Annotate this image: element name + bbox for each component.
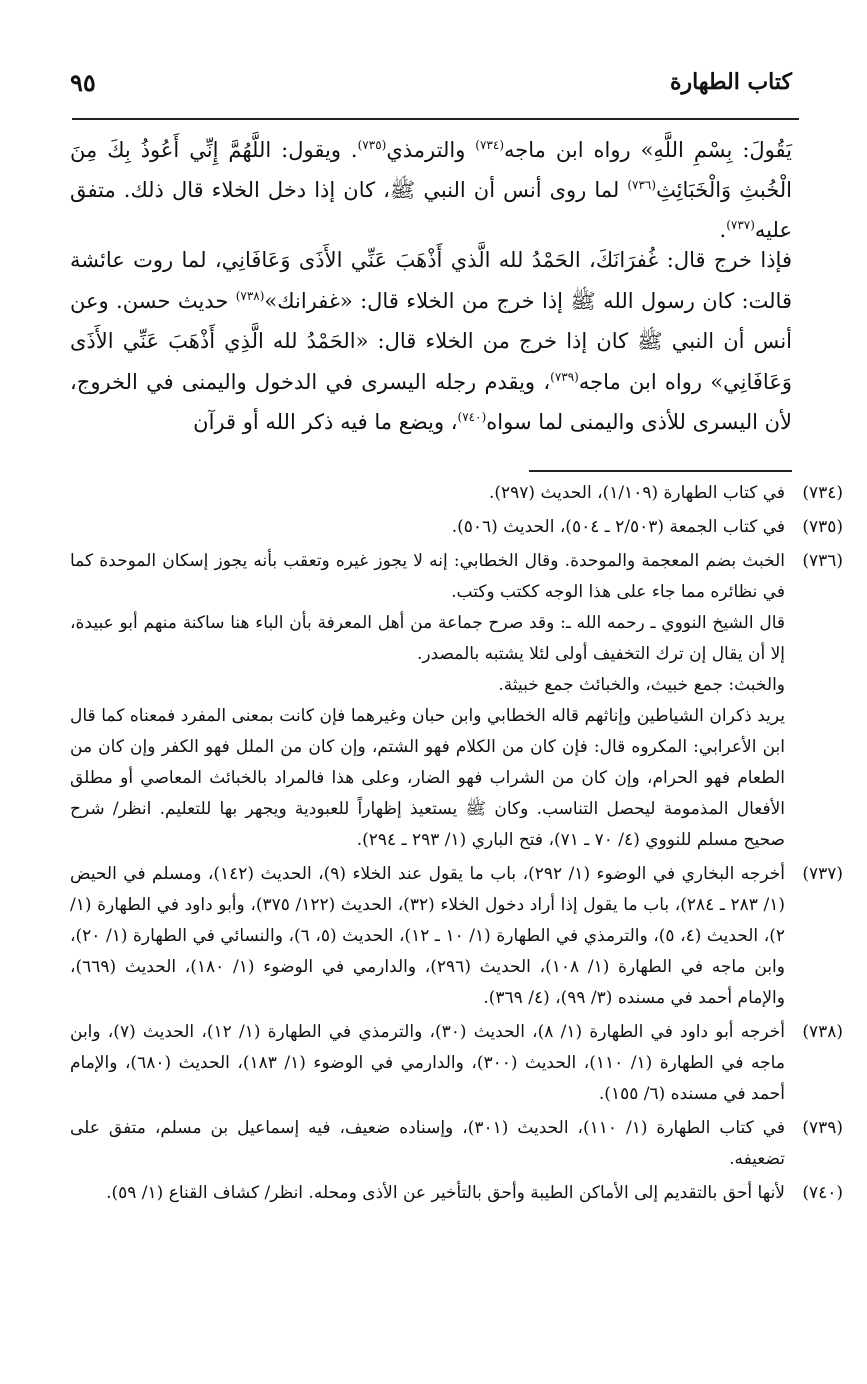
footnote-text: يريد ذكران الشياطين وإناثهم قاله الخطابي وابن حبان وغيرهما فإن كانت بمعنى المفرد فمعناه كما قال ابن الأعرابي: المكروه قال: فإن كان من الكلام فهو الشتم، وإن كان من الملل فهو الكفر وإن كان من الطعام فهو الحرام، وإن كان من الشراب فهو الضار، وعلى هذا فالمراد بالخبائث المعاصي أو مطلق الأفعال المذمومة ليحصل التناسب. وكان ﷺ يستعيذ إظهاراً للعبودية ويجهر بها للتعليم. انظر/ شرح صحيح مسلم للنووي (٤/ ٧٠ ـ ٧١)، فتح الباري (١/ ٢٩٣ ـ ٢٩٤). [70, 706, 785, 850]
text-run: فإذا خرج قال: غُفرَانَكَ، الحَمْدُ لله الَّذي أَذْهَبَ عَنِّي الأَذَى وَعَافَانِي، لما روت عائشة قالت: كان رسول الله ﷺ إذا خرج من الخلاء قال: «غفرانك» [70, 248, 792, 313]
main-paragraph-2 [70, 240, 792, 443]
footnote-ref: (٧٣٥) [357, 138, 387, 152]
footnote-number: (٧٣٩) [802, 1118, 843, 1138]
footnote-body [70, 1178, 785, 1209]
footnotes [70, 478, 843, 1212]
footnote-number: (٧٣٦) [802, 551, 843, 571]
text-run: والترمذي [386, 138, 476, 162]
footnote-body [70, 478, 785, 509]
running-title: كتاب الطهارة [669, 69, 792, 95]
main-paragraph-1 [70, 130, 792, 250]
footnote-body [70, 1017, 785, 1110]
footnote [70, 546, 843, 856]
footnote-number: (٧٣٨) [802, 1022, 843, 1042]
footnote-number: (٧٣٧) [802, 864, 843, 884]
footnote [70, 859, 843, 1014]
text-run: ، ويقدم رجله اليسرى في الدخول واليمنى في الخروج، لأن اليسرى للأذى واليمنى لما سواه [70, 369, 792, 434]
footnote-body [70, 1113, 785, 1175]
text-run: . ويقول: اللَّهُمَّ إِنِّي أَعُوذُ بِكَ مِنَ الْخُبثِ وَالْخَبَائِثِ [70, 138, 792, 202]
text-run: . [719, 218, 727, 242]
footnote [70, 1113, 843, 1175]
footnote-text: الخبث بضم المعجمة والموحدة. وقال الخطابي: إنه لا يجوز غيره وتعقب بأنه يجوز إسكان الموحدة كما في نظائره مما جاء على هذا الوجه ككتب وكتب. [70, 551, 785, 602]
footnote-text: والخبث: جمع خبيث، والخبائث جمع خبيثة. [498, 675, 785, 695]
footnote [70, 478, 843, 509]
footnote-ref: (٧٣٦) [627, 178, 657, 192]
page-number: ٩٥ [70, 67, 96, 97]
footnote-ref: (٧٣٩) [550, 369, 579, 384]
footnote-ref: (٧٤٠) [457, 410, 487, 424]
footnote-ref: (٧٣٤) [475, 138, 505, 152]
footnote-ref: (٧٣٧) [726, 218, 755, 232]
header-rule [72, 118, 799, 120]
footnote-body [70, 546, 785, 856]
footnote-text: أخرجه أبو داود في الطهارة (١/ ٨)، الحديث (٣٠)، والترمذي في الطهارة (١/ ١٢)، الحديث (٧)، وابن ماجه في الطهارة (١/ ١١٠)، الحديث (٣٠٠)، والدارمي في الوضوء (١/ ١٨٣)، الحديث (٦٨٠)، والإمام أحمد في مسنده (٦/ ١٥٥). [70, 1022, 785, 1104]
paragraph-text [70, 130, 792, 250]
footnote-separator [529, 470, 792, 472]
footnote-body [70, 859, 785, 1014]
footnote-text: أخرجه البخاري في الوضوء (١/ ٢٩٢)، باب ما يقول عند الخلاء (٩)، الحديث (١٤٢)، ومسلم في الحيض (١/ ٢٨٣ ـ ٢٨٤)، باب ما يقول إذا أراد دخول الخلاء (٣٢)، الحديث (١٢٢/ ٣٧٥)، وأبو داود في الطهارة (١/ ٢)، الحديث (٤، ٥)، والترمذي في الطهارة (١/ ١٠ ـ ١٢)، الحديث (٥، ٦)، والنسائي في الطهارة (١/ ٢٠)، وابن ماجه في الطهارة (١/ ١٠٨)، الحديث (٢٩٦)، والدارمي في الوضوء (١/ ١٨٠)، الحديث (٦٦٩)، والإمام أحمد في مسنده (٣/ ٩٩)، (٤/ ٣٦٩). [70, 864, 785, 1008]
paragraph-text [70, 240, 792, 443]
footnote [70, 1178, 843, 1209]
footnote-number: (٧٤٠) [802, 1183, 843, 1203]
footnote-number: (٧٣٤) [802, 483, 843, 503]
footnote-ref: (٧٣٨) [235, 288, 265, 303]
text-run: حديث حسن. وعن أنس أن النبي ﷺ كان إذا خرج من الخلاء قال: «الحَمْدُ لله الَّذِي أَذْهَبَ عَنِّي الأَذَى وَعَافَانِي» رواه ابن ماجه [70, 288, 792, 394]
footnote-body [70, 512, 785, 543]
footnote [70, 512, 843, 543]
footnote-text: في كتاب الطهارة (١/١٠٩)، الحديث (٢٩٧). [488, 483, 785, 503]
footnote-text: في كتاب الطهارة (١/ ١١٠)، الحديث (٣٠١)، وإسناده ضعيف، فيه إسماعيل بن مسلم، متفق على تضعيفه. [70, 1118, 785, 1169]
footnote [70, 1017, 843, 1110]
text-run: لما روى أنس أن النبي ﷺ، كان إذا دخل الخلاء قال ذلك. متفق عليه [70, 178, 792, 242]
text-run: ، ويضع ما فيه ذكر الله أو قرآن [193, 410, 458, 434]
footnote-text: في كتاب الجمعة (٢/٥٠٣ ـ ٥٠٤)، الحديث (٥٠٦). [451, 517, 785, 537]
page-header [70, 62, 792, 102]
text-run: يَقُولَ: بِسْمِ اللَّهِ» رواه ابن ماجه [504, 138, 792, 162]
footnote-text: قال الشيخ النووي ـ رحمه الله ـ: وقد صرح جماعة من أهل المعرفة بأن الباء هنا ساكنة منهم أبو عبيدة، إلا أن يقال إن ترك التخفيف أولى لئلا يشتبه بالمصدر. [70, 613, 785, 664]
footnote-number: (٧٣٥) [802, 517, 843, 537]
footnote-text: لأنها أحق بالتقديم إلى الأماكن الطيبة وأحق بالتأخير عن الأذى ومحله. انظر/ كشاف القناع (١/ ٥٩). [106, 1183, 785, 1203]
